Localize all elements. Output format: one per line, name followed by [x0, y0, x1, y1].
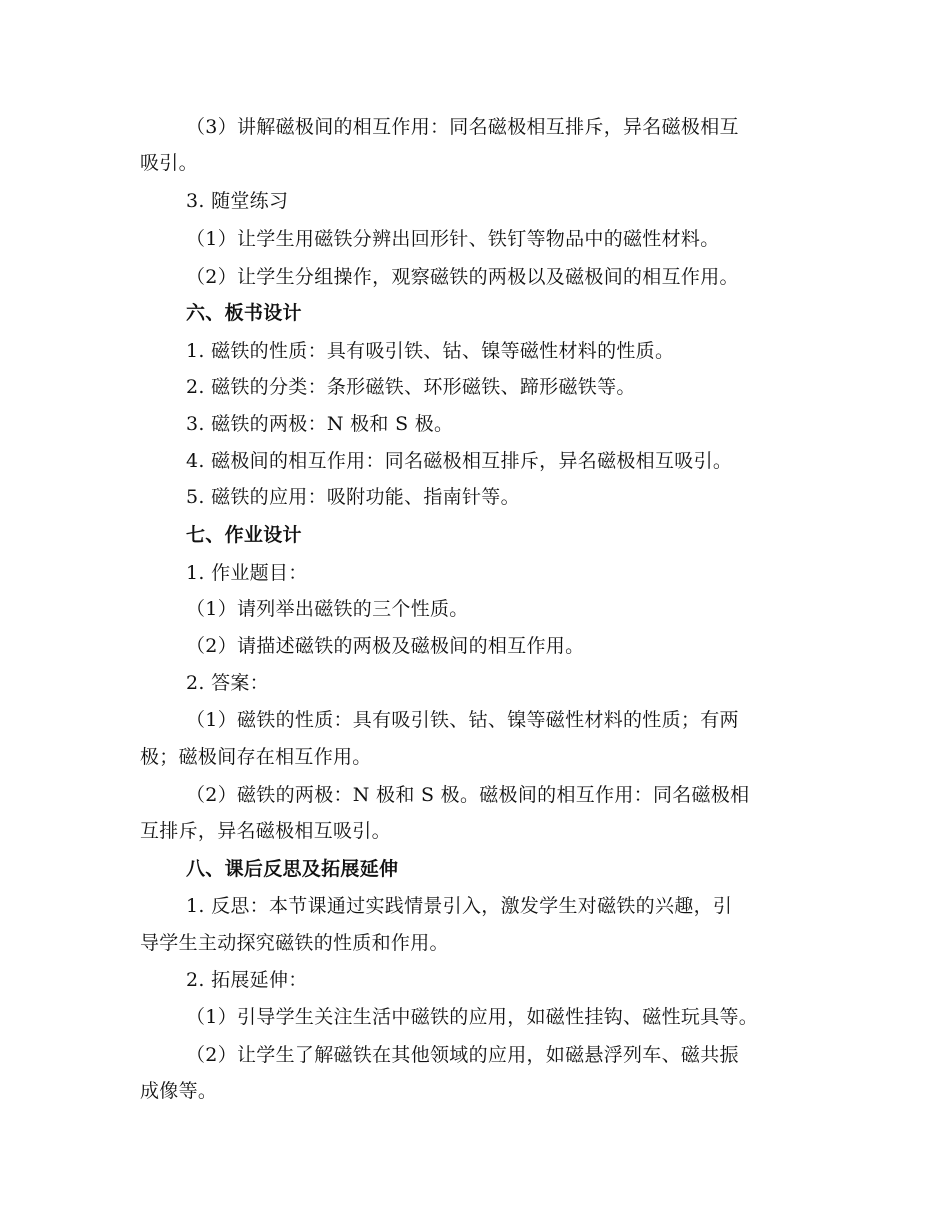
section-item-practice: 3. 随堂练习	[186, 190, 289, 212]
board-item-1: 1. 磁铁的性质：具有吸引铁、钴、镍等磁性材料的性质。	[186, 340, 675, 362]
board-item-3: 3. 磁铁的两极：N 极和 S 极。	[186, 413, 454, 435]
homework-question-2: （2）请描述磁铁的两极及磁极间的相互作用。	[186, 635, 585, 657]
paragraph-step-3-line-1: （3）讲解磁极间的相互作用：同名磁极相互排斥，异名磁极相互	[186, 116, 739, 138]
heading-reflection: 八、课后反思及拓展延伸	[186, 858, 399, 880]
practice-item-2: （2）让学生分组操作，观察磁铁的两极以及磁极间的相互作用。	[186, 266, 739, 288]
answer-1-line-2: 极；磁极间存在相互作用。	[140, 746, 372, 768]
homework-question-1: （1）请列举出磁铁的三个性质。	[186, 598, 469, 620]
heading-board-design: 六、板书设计	[186, 302, 302, 324]
homework-item-2: 2. 答案：	[186, 672, 269, 694]
answer-1-line-1: （1）磁铁的性质：具有吸引铁、钴、镍等磁性材料的性质；有两	[186, 709, 739, 731]
paragraph-step-3-line-2: 吸引。	[140, 152, 198, 174]
board-item-4: 4. 磁极间的相互作用：同名磁极相互排斥，异名磁极相互吸引。	[186, 450, 733, 472]
board-item-5: 5. 磁铁的应用：吸附功能、指南针等。	[186, 486, 520, 508]
answer-2-line-2: 互排斥，异名磁极相互吸引。	[140, 820, 391, 842]
practice-item-1: （1）让学生用磁铁分辨出回形针、铁钉等物品中的磁性材料。	[186, 228, 720, 250]
extension-item-1: （1）引导学生关注生活中磁铁的应用，如磁性挂钩、磁性玩具等。	[186, 1006, 759, 1028]
reflection-item-2: 2. 拓展延伸：	[186, 969, 308, 991]
homework-item-1: 1. 作业题目：	[186, 562, 308, 584]
extension-item-2-line-1: （2）让学生了解磁铁在其他领域的应用，如磁悬浮列车、磁共振	[186, 1044, 739, 1066]
answer-2-line-1: （2）磁铁的两极：N 极和 S 极。磁极间的相互作用：同名磁极相	[186, 784, 750, 806]
board-item-2: 2. 磁铁的分类：条形磁铁、环形磁铁、蹄形磁铁等。	[186, 376, 636, 398]
reflection-item-1-line-1: 1. 反思：本节课通过实践情景引入，激发学生对磁铁的兴趣，引	[186, 895, 733, 917]
extension-item-2-line-2: 成像等。	[140, 1080, 218, 1102]
reflection-item-1-line-2: 导学生主动探究磁铁的性质和作用。	[140, 932, 449, 954]
heading-homework-design: 七、作业设计	[186, 524, 302, 546]
